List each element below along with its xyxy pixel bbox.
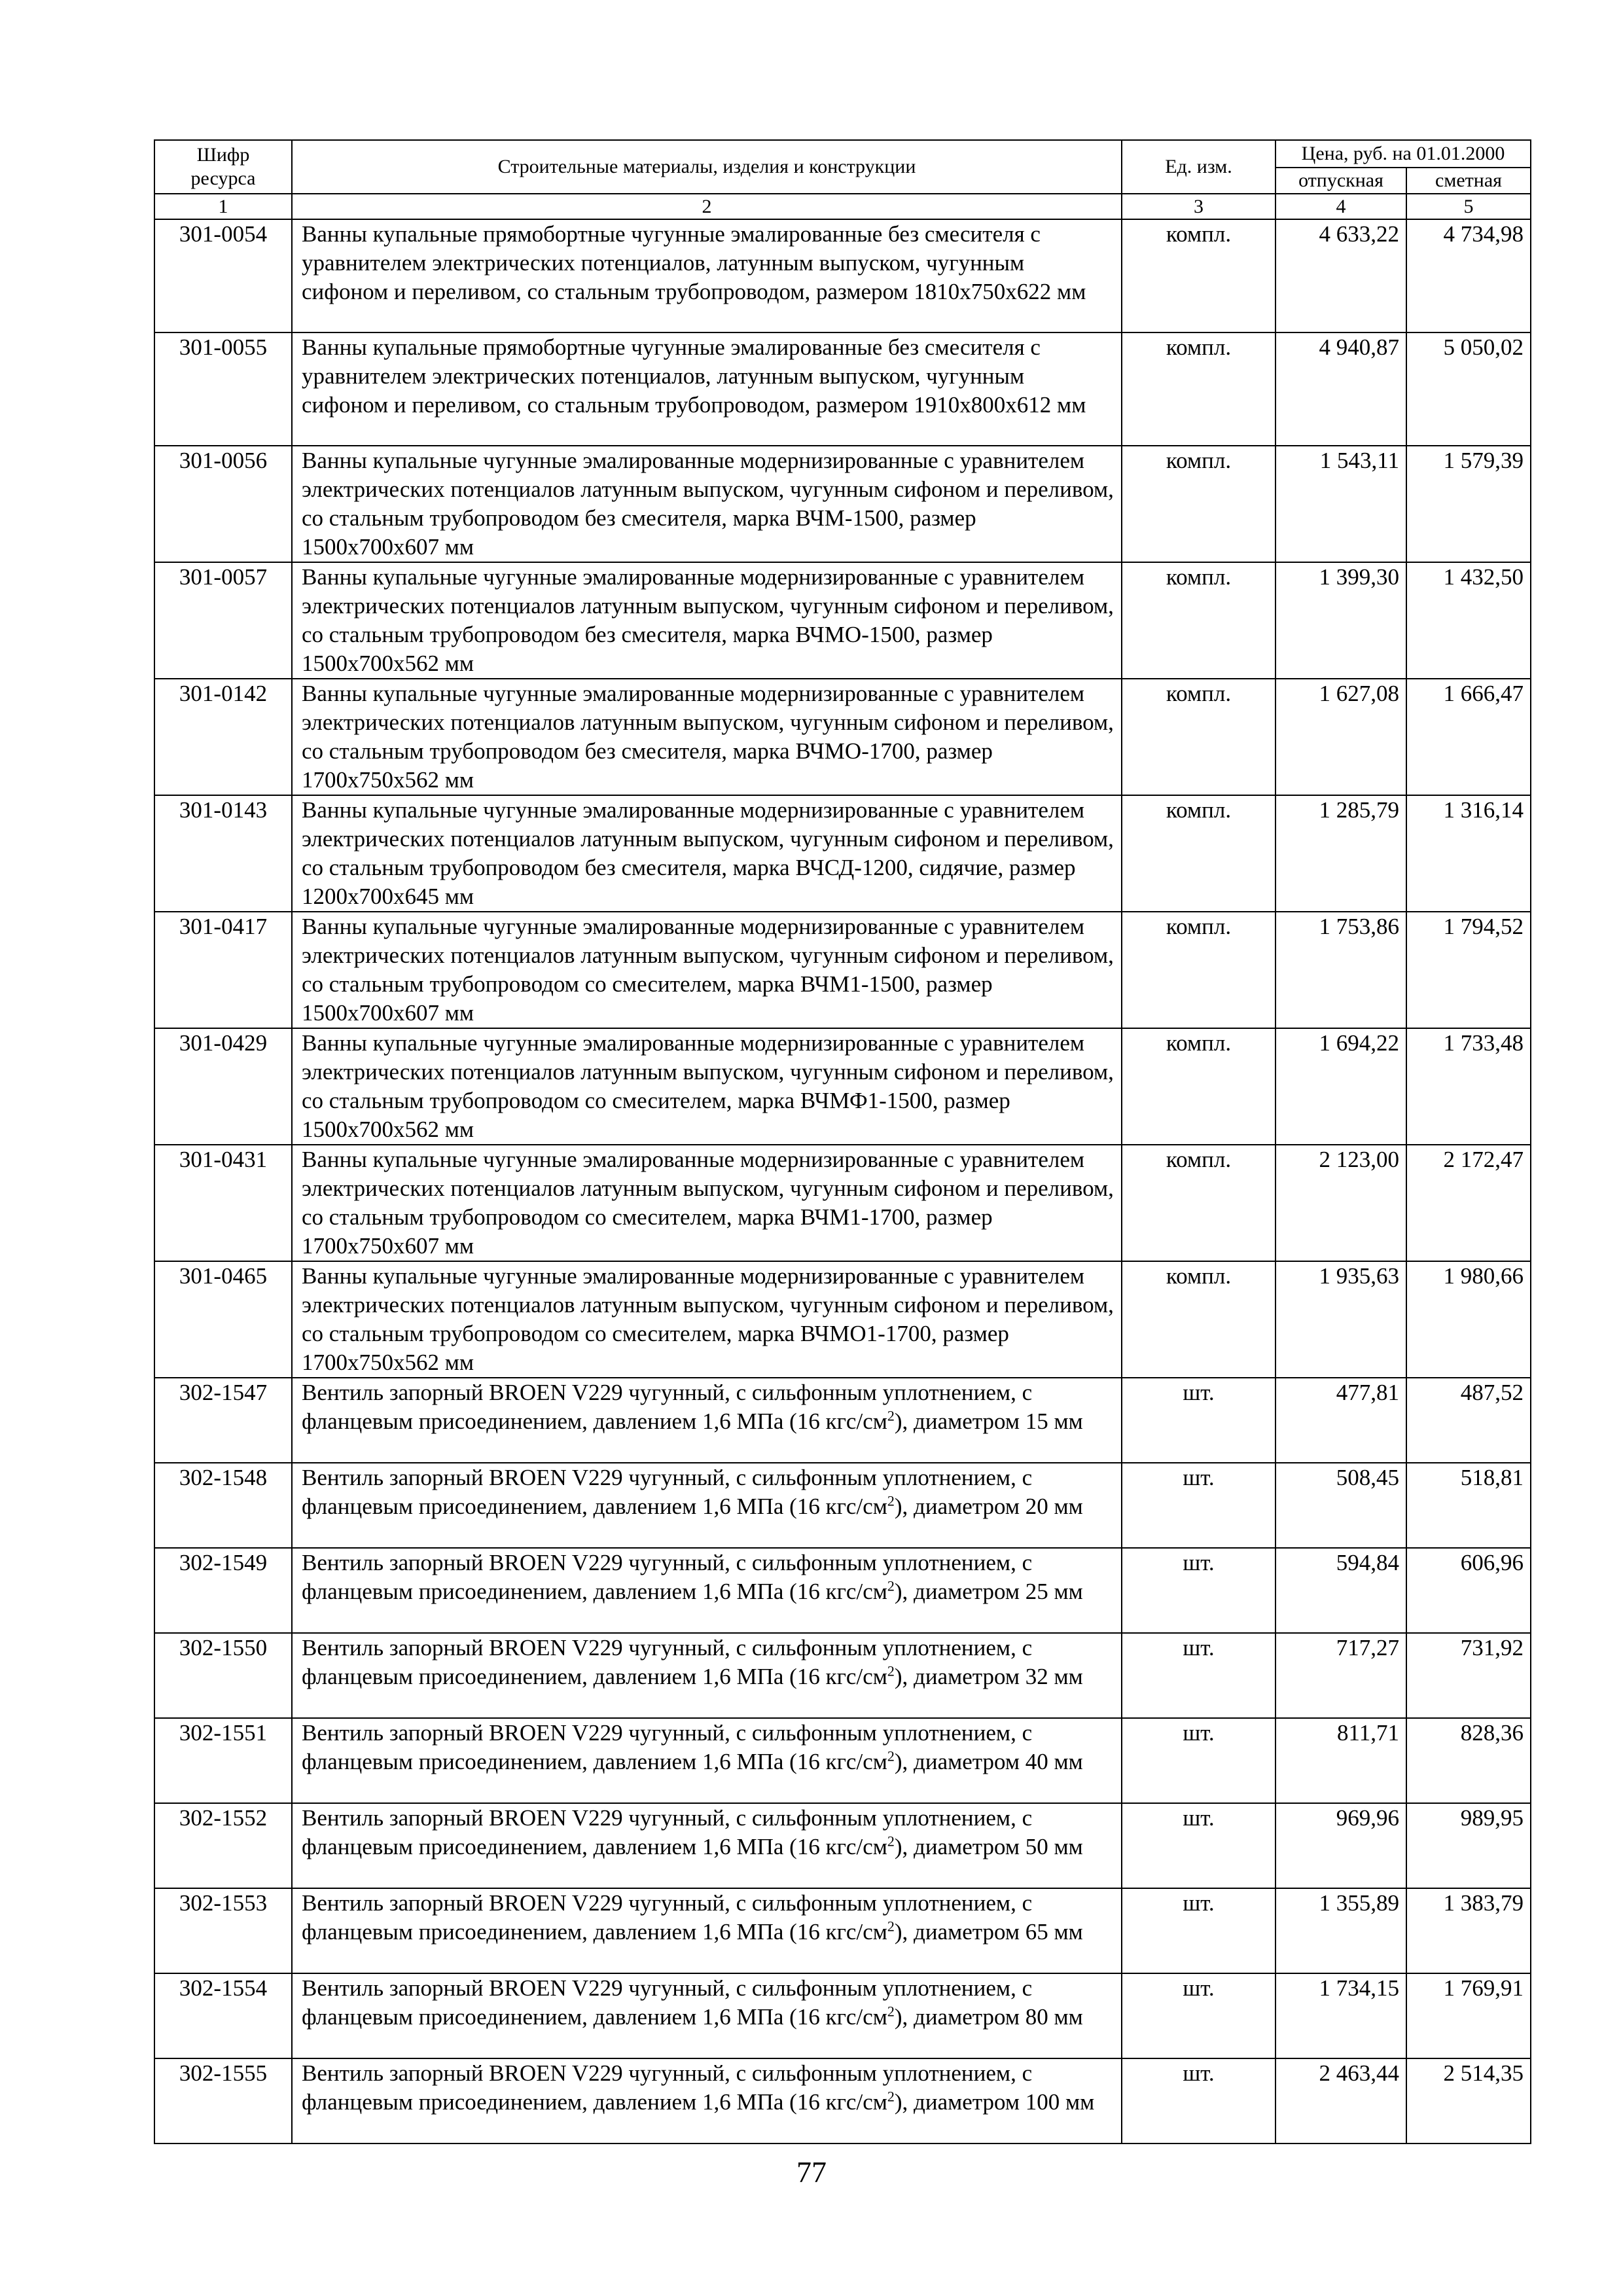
- header-price-estimate: сметная: [1406, 168, 1531, 194]
- resource-code: 301-0142: [154, 679, 292, 795]
- unit: шт.: [1122, 1633, 1275, 1718]
- resource-code: 302-1552: [154, 1803, 292, 1888]
- column-number: 3: [1122, 194, 1275, 219]
- material-name: Ванны купальные чугунные эмалированные модернизированные с уравнителем электрических потенциалов латунным выпуском, чугунным сифоном и переливом, со стальным трубопроводом со смесителем, марка ВЧМО1-1700, размер 1700х750х562 мм: [292, 1261, 1122, 1378]
- price-estimate: 1 316,14: [1406, 795, 1531, 912]
- page-number: 77: [796, 2155, 827, 2189]
- header-unit: Ед. изм.: [1122, 140, 1275, 194]
- unit: компл.: [1122, 332, 1275, 446]
- resource-code: 301-0465: [154, 1261, 292, 1378]
- resource-code: 302-1547: [154, 1378, 292, 1463]
- unit: компл.: [1122, 446, 1275, 562]
- header-price-group: Цена, руб. на 01.01.2000: [1275, 140, 1531, 168]
- price-estimate: 1 769,91: [1406, 1973, 1531, 2058]
- column-number: 1: [154, 194, 292, 219]
- price-release: 1 694,22: [1275, 1028, 1406, 1145]
- name-text: Вентиль запорный BROEN V229 чугунный, с сильфонным уплотнением, с фланцевым присоединением, давлением 1,6 МПа (16 кгс/см: [302, 1890, 1033, 1945]
- name-text: Вентиль запорный BROEN V229 чугунный, с сильфонным уплотнением, с фланцевым присоединением, давлением 1,6 МПа (16 кгс/см: [302, 2060, 1033, 2115]
- column-number: 4: [1275, 194, 1406, 219]
- material-name: Ванны купальные прямобортные чугунные эмалированные без смесителя с уравнителем электрических потенциалов, латунным выпуском, чугунным сифоном и переливом, со стальным трубопроводом, размером 1910х800х612 мм: [292, 332, 1122, 446]
- price-release: 2 123,00: [1275, 1145, 1406, 1261]
- header-code-line2: ресурса: [190, 168, 256, 189]
- price-estimate: 1 579,39: [1406, 446, 1531, 562]
- superscript: 2: [887, 1748, 895, 1765]
- price-estimate: 731,92: [1406, 1633, 1531, 1718]
- name-text: Вентиль запорный BROEN V229 чугунный, с сильфонным уплотнением, с фланцевым присоединением, давлением 1,6 МПа (16 кгс/см: [302, 1975, 1033, 2030]
- price-release: 477,81: [1275, 1378, 1406, 1463]
- name-text: ), диаметром 25 мм: [894, 1579, 1083, 1604]
- name-text: ), диаметром 32 мм: [894, 1664, 1083, 1689]
- header-row-top: [154, 140, 1531, 168]
- price-release: 4 940,87: [1275, 332, 1406, 446]
- resource-code: 302-1550: [154, 1633, 292, 1718]
- name-text: Вентиль запорный BROEN V229 чугунный, с сильфонным уплотнением, с фланцевым присоединением, давлением 1,6 МПа (16 кгс/см: [302, 1550, 1033, 1604]
- price-release: 1 753,86: [1275, 912, 1406, 1028]
- table-row: [154, 446, 1531, 562]
- unit: шт.: [1122, 1463, 1275, 1548]
- name-text: Вентиль запорный BROEN V229 чугунный, с сильфонным уплотнением, с фланцевым присоединением, давлением 1,6 МПа (16 кгс/см: [302, 1805, 1033, 1859]
- unit: шт.: [1122, 1888, 1275, 1973]
- table-row: [154, 795, 1531, 912]
- price-release: 1 543,11: [1275, 446, 1406, 562]
- name-text: Вентиль запорный BROEN V229 чугунный, с сильфонным уплотнением, с фланцевым присоединением, давлением 1,6 МПа (16 кгс/см: [302, 1380, 1033, 1434]
- resource-code: 302-1555: [154, 2058, 292, 2144]
- material-name: [292, 1633, 1122, 1718]
- superscript: 2: [887, 2003, 895, 2020]
- header-name: Строительные материалы, изделия и конструкции: [292, 140, 1122, 194]
- material-name: Ванны купальные чугунные эмалированные модернизированные с уравнителем электрических потенциалов латунным выпуском, чугунным сифоном и переливом, со стальным трубопроводом со смесителем, марка ВЧМФ1-1500, размер 1500х700х562 мм: [292, 1028, 1122, 1145]
- name-text: Вентиль запорный BROEN V229 чугунный, с сильфонным уплотнением, с фланцевым присоединением, давлением 1,6 МПа (16 кгс/см: [302, 1720, 1033, 1774]
- price-estimate: 1 733,48: [1406, 1028, 1531, 1145]
- unit: шт.: [1122, 1803, 1275, 1888]
- table-row: [154, 679, 1531, 795]
- resource-code: 301-0429: [154, 1028, 292, 1145]
- resource-code: 301-0054: [154, 219, 292, 332]
- material-name: Ванны купальные чугунные эмалированные модернизированные с уравнителем электрических потенциалов латунным выпуском, чугунным сифоном и переливом, со стальным трубопроводом со смесителем, марка ВЧМ1-1500, размер 1500х700х607 мм: [292, 912, 1122, 1028]
- material-name: [292, 1888, 1122, 1973]
- table-row: [154, 562, 1531, 679]
- table-row: [154, 912, 1531, 1028]
- price-release: 969,96: [1275, 1803, 1406, 1888]
- price-release: 1 627,08: [1275, 679, 1406, 795]
- material-name: Ванны купальные прямобортные чугунные эмалированные без смесителя с уравнителем электрических потенциалов, латунным выпуском, чугунным сифоном и переливом, со стальным трубопроводом, размером 1810х750х622 мм: [292, 219, 1122, 332]
- unit: компл.: [1122, 1028, 1275, 1145]
- superscript: 2: [887, 2088, 895, 2105]
- name-text: ), диаметром 80 мм: [894, 2004, 1083, 2030]
- name-text: ), диаметром 40 мм: [894, 1749, 1083, 1774]
- price-release: 1 285,79: [1275, 795, 1406, 912]
- superscript: 2: [887, 1833, 895, 1850]
- table-row: [154, 219, 1531, 332]
- material-name: [292, 1548, 1122, 1633]
- resource-code: 302-1553: [154, 1888, 292, 1973]
- superscript: 2: [887, 1577, 895, 1594]
- column-number: 5: [1406, 194, 1531, 219]
- material-name: Ванны купальные чугунные эмалированные модернизированные с уравнителем электрических потенциалов латунным выпуском, чугунным сифоном и переливом, со стальным трубопроводом без смесителя, марка ВЧМ-1500, размер 1500х700х607 мм: [292, 446, 1122, 562]
- price-estimate: 5 050,02: [1406, 332, 1531, 446]
- resource-code: 302-1549: [154, 1548, 292, 1633]
- name-text: Вентиль запорный BROEN V229 чугунный, с сильфонным уплотнением, с фланцевым присоединением, давлением 1,6 МПа (16 кгс/см: [302, 1635, 1033, 1689]
- superscript: 2: [887, 1492, 895, 1509]
- price-estimate: 606,96: [1406, 1548, 1531, 1633]
- price-release: 594,84: [1275, 1548, 1406, 1633]
- header-code: [154, 140, 292, 194]
- material-name: [292, 1803, 1122, 1888]
- price-estimate: 1 980,66: [1406, 1261, 1531, 1378]
- unit: компл.: [1122, 562, 1275, 679]
- unit: шт.: [1122, 2058, 1275, 2144]
- price-release: 4 633,22: [1275, 219, 1406, 332]
- name-text: ), диаметром 20 мм: [894, 1494, 1083, 1519]
- price-estimate: 487,52: [1406, 1378, 1531, 1463]
- resource-code: 301-0056: [154, 446, 292, 562]
- material-name: Ванны купальные чугунные эмалированные модернизированные с уравнителем электрических потенциалов латунным выпуском, чугунным сифоном и переливом, со стальным трубопроводом без смесителя, марка ВЧСД-1200, сидячие, размер 1200х700х645 мм: [292, 795, 1122, 912]
- material-name: Ванны купальные чугунные эмалированные модернизированные с уравнителем электрических потенциалов латунным выпуском, чугунным сифоном и переливом, со стальным трубопроводом без смесителя, марка ВЧМО-1500, размер 1500х700х562 мм: [292, 562, 1122, 679]
- unit: компл.: [1122, 1261, 1275, 1378]
- table-row: [154, 1633, 1531, 1718]
- table-row: [154, 1463, 1531, 1548]
- material-name: [292, 1378, 1122, 1463]
- unit: компл.: [1122, 219, 1275, 332]
- superscript: 2: [887, 1662, 895, 1679]
- material-name: [292, 1718, 1122, 1803]
- table-body: [154, 219, 1531, 2144]
- table-row: [154, 332, 1531, 446]
- price-estimate: 1 794,52: [1406, 912, 1531, 1028]
- unit: компл.: [1122, 679, 1275, 795]
- unit: шт.: [1122, 1973, 1275, 2058]
- table-row: [154, 1803, 1531, 1888]
- unit: шт.: [1122, 1548, 1275, 1633]
- table-row: [154, 1548, 1531, 1633]
- table-row: [154, 1261, 1531, 1378]
- price-estimate: 828,36: [1406, 1718, 1531, 1803]
- price-estimate: 2 514,35: [1406, 2058, 1531, 2144]
- table-header: [154, 140, 1531, 219]
- price-estimate: 518,81: [1406, 1463, 1531, 1548]
- resource-code: 301-0417: [154, 912, 292, 1028]
- price-table: [154, 139, 1531, 2144]
- superscript: 2: [887, 1918, 895, 1935]
- name-text: ), диаметром 100 мм: [894, 2089, 1095, 2115]
- material-name: [292, 1463, 1122, 1548]
- name-text: ), диаметром 15 мм: [894, 1408, 1083, 1434]
- price-release: 2 463,44: [1275, 2058, 1406, 2144]
- price-estimate: 4 734,98: [1406, 219, 1531, 332]
- table-row: [154, 1378, 1531, 1463]
- table-row: [154, 1145, 1531, 1261]
- resource-code: 301-0431: [154, 1145, 292, 1261]
- unit: компл.: [1122, 912, 1275, 1028]
- header-price-release: отпускная: [1275, 168, 1406, 194]
- name-text: Вентиль запорный BROEN V229 чугунный, с сильфонным уплотнением, с фланцевым присоединением, давлением 1,6 МПа (16 кгс/см: [302, 1465, 1033, 1519]
- unit: шт.: [1122, 1718, 1275, 1803]
- resource-code: 302-1554: [154, 1973, 292, 2058]
- table-row: [154, 1718, 1531, 1803]
- table-row: [154, 1028, 1531, 1145]
- price-release: 811,71: [1275, 1718, 1406, 1803]
- price-release: 508,45: [1275, 1463, 1406, 1548]
- price-release: 1 935,63: [1275, 1261, 1406, 1378]
- material-name: [292, 2058, 1122, 2144]
- material-name: Ванны купальные чугунные эмалированные модернизированные с уравнителем электрических потенциалов латунным выпуском, чугунным сифоном и переливом, со стальным трубопроводом без смесителя, марка ВЧМО-1700, размер 1700х750х562 мм: [292, 679, 1122, 795]
- price-release: 717,27: [1275, 1633, 1406, 1718]
- price-estimate: 2 172,47: [1406, 1145, 1531, 1261]
- column-number-row: [154, 194, 1531, 219]
- column-number: 2: [292, 194, 1122, 219]
- price-release: 1 734,15: [1275, 1973, 1406, 2058]
- superscript: 2: [887, 1407, 895, 1424]
- resource-code: 301-0057: [154, 562, 292, 679]
- unit: компл.: [1122, 1145, 1275, 1261]
- resource-code: 302-1551: [154, 1718, 292, 1803]
- resource-code: 301-0143: [154, 795, 292, 912]
- price-release: 1 355,89: [1275, 1888, 1406, 1973]
- table-row: [154, 1973, 1531, 2058]
- material-name: [292, 1973, 1122, 2058]
- price-estimate: 989,95: [1406, 1803, 1531, 1888]
- price-estimate: 1 666,47: [1406, 679, 1531, 795]
- name-text: ), диаметром 65 мм: [894, 1919, 1083, 1945]
- unit: шт.: [1122, 1378, 1275, 1463]
- name-text: ), диаметром 50 мм: [894, 1834, 1083, 1859]
- resource-code: 302-1548: [154, 1463, 292, 1548]
- resource-code: 301-0055: [154, 332, 292, 446]
- unit: компл.: [1122, 795, 1275, 912]
- price-release: 1 399,30: [1275, 562, 1406, 679]
- price-estimate: 1 432,50: [1406, 562, 1531, 679]
- table-row: [154, 2058, 1531, 2144]
- material-name: Ванны купальные чугунные эмалированные модернизированные с уравнителем электрических потенциалов латунным выпуском, чугунным сифоном и переливом, со стальным трубопроводом со смесителем, марка ВЧМ1-1700, размер 1700х750х607 мм: [292, 1145, 1122, 1261]
- price-estimate: 1 383,79: [1406, 1888, 1531, 1973]
- header-code-line1: Шифр: [196, 144, 250, 166]
- table-row: [154, 1888, 1531, 1973]
